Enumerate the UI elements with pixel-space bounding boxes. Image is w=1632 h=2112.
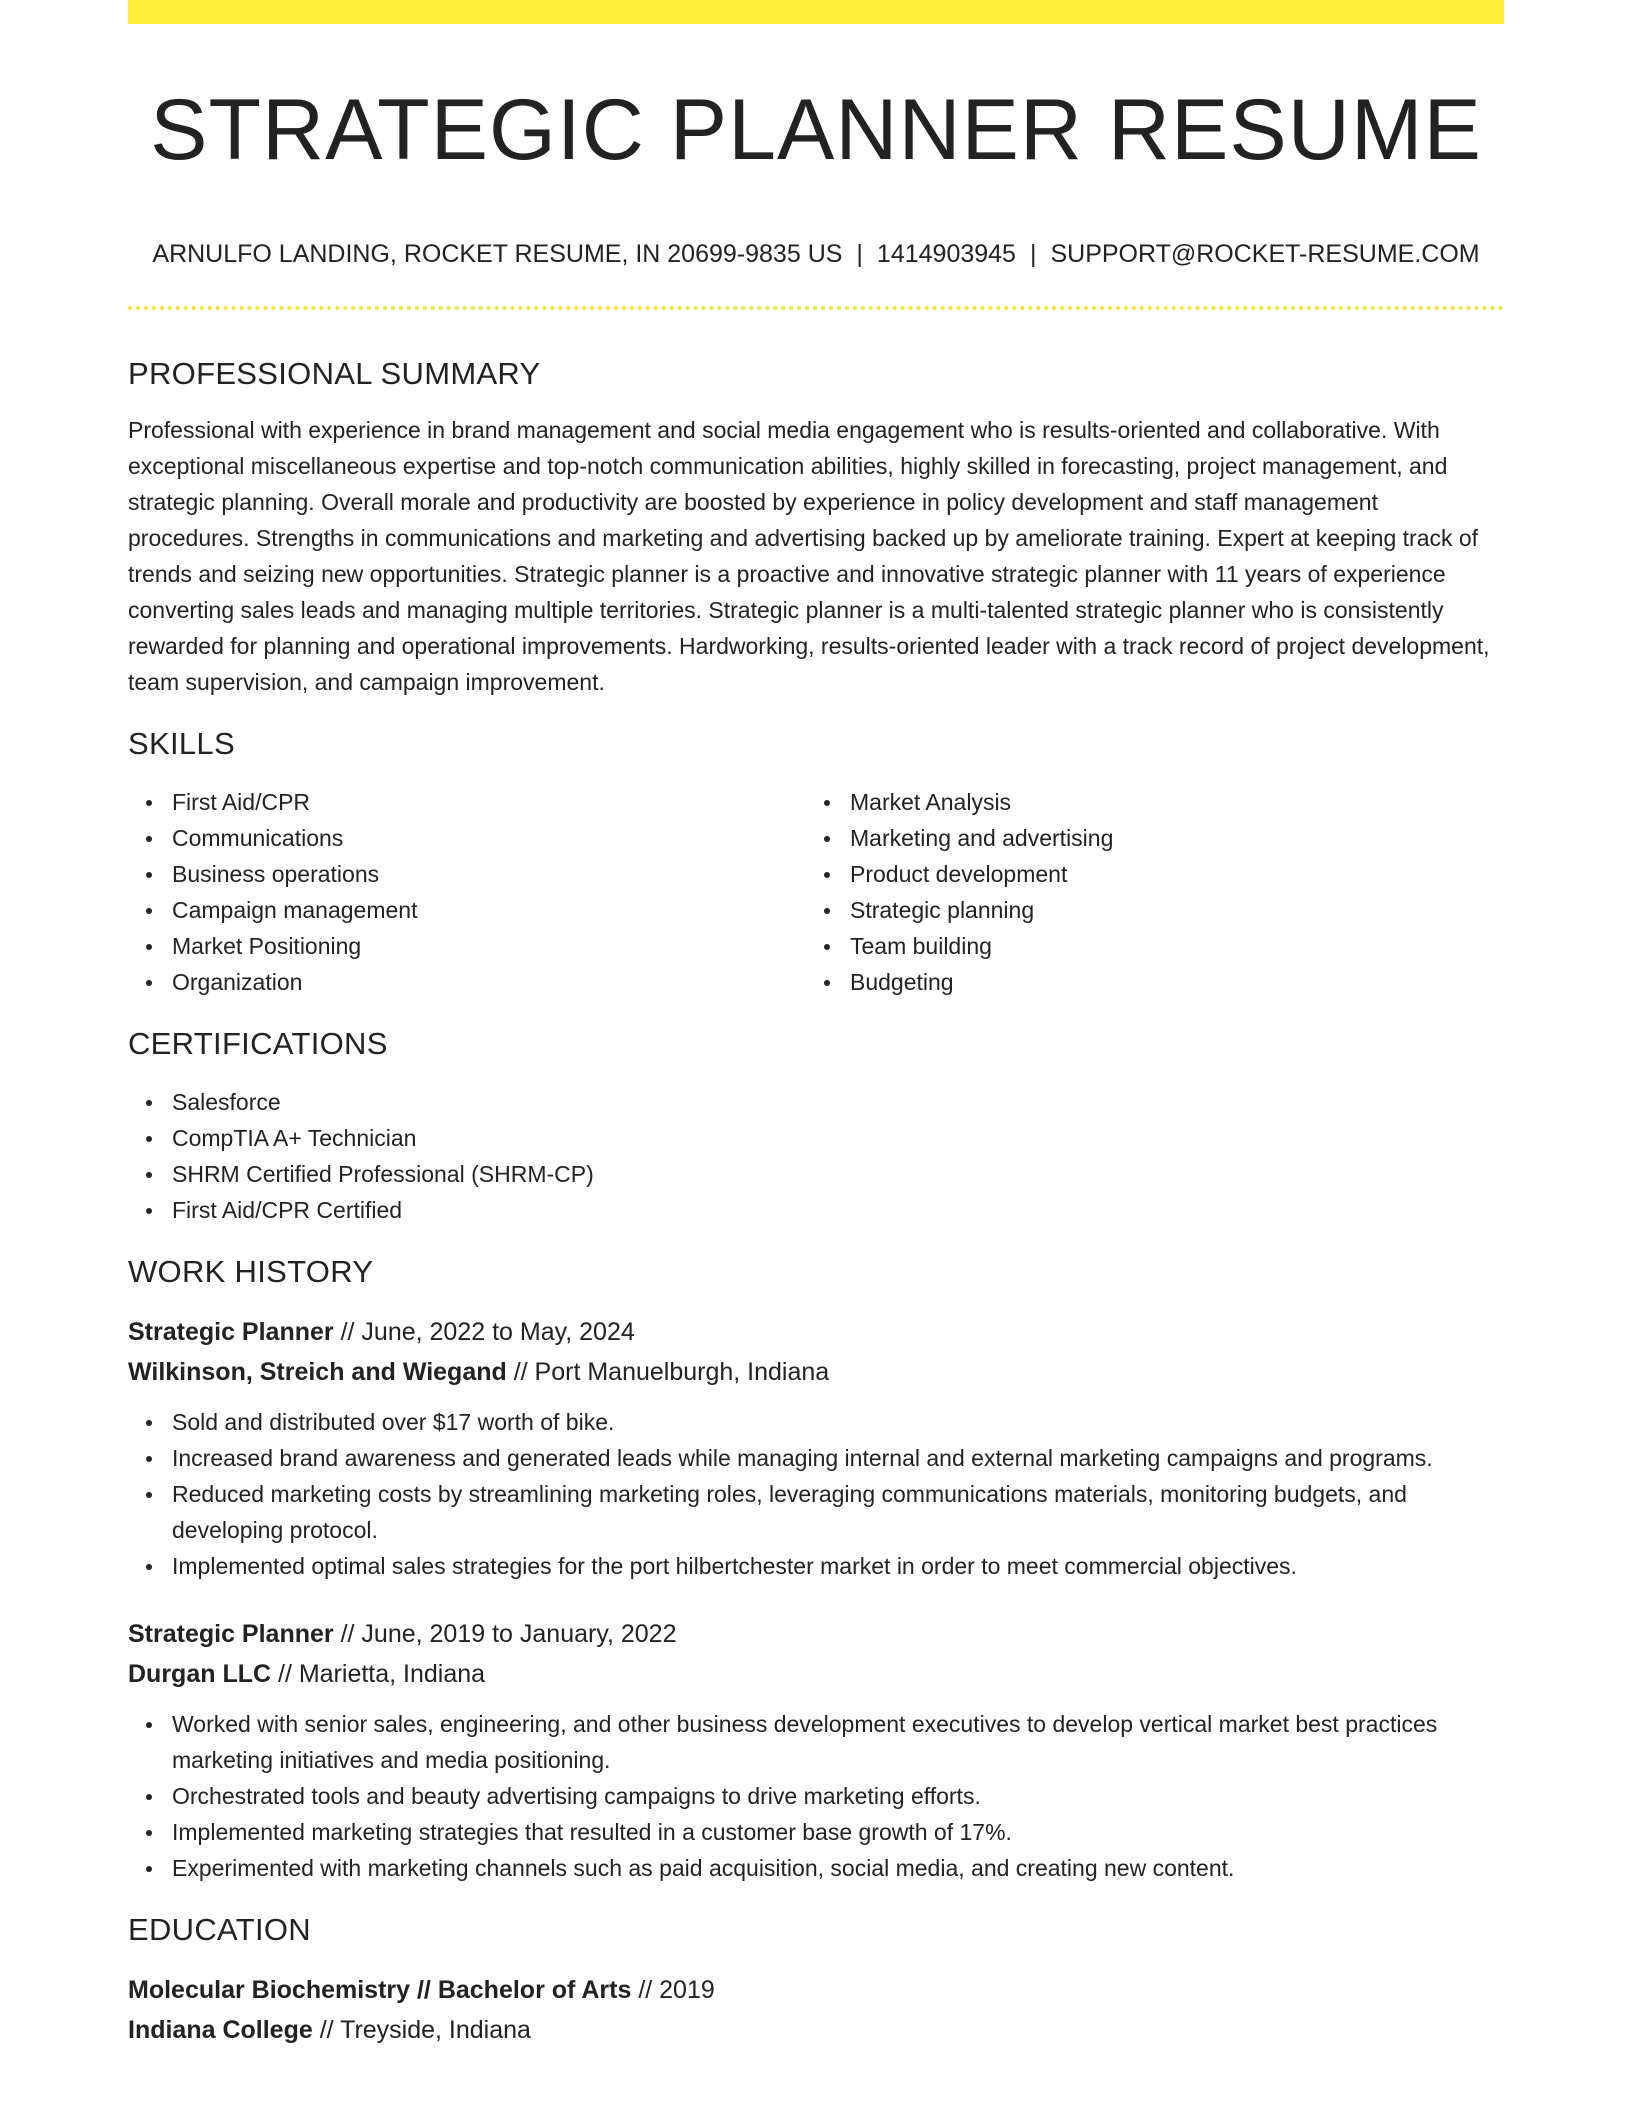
skill-item: Market Analysis: [806, 784, 1484, 820]
contact-email: SUPPORT@ROCKET-RESUME.COM: [1050, 240, 1480, 268]
skills-right-column: [806, 784, 1484, 1000]
skill-item: Campaign management: [128, 892, 806, 928]
education-school-line: [128, 2010, 1504, 2050]
contact-address: ARNULFO LANDING, ROCKET RESUME, IN 20699-9835 US: [152, 240, 843, 268]
job-company-line: [128, 1654, 1504, 1694]
education-year: // 2019: [631, 1976, 715, 2004]
education-degree: Molecular Biochemistry // Bachelor of Arts: [128, 1976, 632, 2004]
job-dates: // June, 2022 to May, 2024: [333, 1318, 635, 1346]
skill-item: Communications: [128, 820, 806, 856]
job-dates: // June, 2019 to January, 2022: [333, 1620, 677, 1648]
skills-left-column: [128, 784, 806, 1000]
certification-item: First Aid/CPR Certified: [128, 1192, 1504, 1228]
job-bullet: Sold and distributed over $17 worth of bike.: [128, 1404, 1504, 1440]
job-title-line: [128, 1614, 1504, 1654]
skill-item: Market Positioning: [128, 928, 806, 964]
skills-heading: SKILLS: [128, 726, 235, 761]
contact-line: [128, 236, 1504, 272]
skill-item: First Aid/CPR: [128, 784, 806, 820]
education-entry: [128, 1970, 1504, 2050]
skill-item: Team building: [806, 928, 1484, 964]
job-title: Strategic Planner: [128, 1318, 334, 1346]
job-bullet: Orchestrated tools and beauty advertising campaigns to drive marketing efforts.: [128, 1778, 1504, 1814]
job-bullets: [128, 1404, 1504, 1584]
certifications-list: [128, 1084, 1504, 1228]
certification-item: CompTIA A+ Technician: [128, 1120, 1504, 1156]
job-company: Durgan LLC: [128, 1660, 272, 1688]
contact-separator: |: [856, 240, 863, 268]
skill-item: Product development: [806, 856, 1484, 892]
skill-item: Business operations: [128, 856, 806, 892]
certification-item: SHRM Certified Professional (SHRM-CP): [128, 1156, 1504, 1192]
skill-item: Organization: [128, 964, 806, 1000]
skills-right-list: [806, 784, 1484, 1000]
education-location: // Treyside, Indiana: [312, 2016, 531, 2044]
job-bullet: Worked with senior sales, engineering, and other business development executives to develop vertical market best practices marketing initiatives and media positioning.: [128, 1706, 1504, 1778]
job-company: Wilkinson, Streich and Wiegand: [128, 1358, 507, 1386]
work-history-heading: WORK HISTORY: [128, 1254, 374, 1289]
job-bullet: Experimented with marketing channels such as paid acquisition, social media, and creating new content.: [128, 1850, 1504, 1886]
job-title-line: [128, 1312, 1504, 1352]
skills-grid: [128, 784, 1504, 1000]
job-entry: [128, 1614, 1504, 1886]
skill-item: Marketing and advertising: [806, 820, 1484, 856]
education-degree-line: [128, 1970, 1504, 2010]
contact-separator: |: [1029, 240, 1037, 268]
job-bullets: [128, 1706, 1504, 1886]
page-title: STRATEGIC PLANNER RESUME: [150, 82, 1482, 178]
summary-text: Professional with experience in brand management and social media engagement who is results-oriented and collaborative. With exceptional miscellaneous expertise and top-notch communication abilities, highly skilled in forecasting, project management, and strategic planning. Overall morale and productivity are boosted by experience in policy development and staff management procedures. Strengths in communications and marketing and advertising backed up by ameliorate training. Expert at keeping track of trends and seizing new opportunities. Strategic planner is a proactive and innovative strategic planner with 11 years of experience converting sales leads and managing multiple territories. Strategic planner is a multi-talented strategic planner who is consistently rewarded for planning and operational improvements. Hardworking, results-oriented leader with a track record of project development, team supervision, and campaign improvement.: [128, 417, 1490, 695]
job-entry: [128, 1312, 1504, 1584]
skill-item: Strategic planning: [806, 892, 1484, 928]
job-bullet: Implemented marketing strategies that resulted in a customer base growth of 17%.: [128, 1814, 1504, 1850]
job-bullet: Increased brand awareness and generated leads while managing internal and external marketing campaigns and programs.: [128, 1440, 1504, 1476]
job-company-line: [128, 1352, 1504, 1392]
resume-content: [128, 0, 1504, 2050]
skills-left-list: [128, 784, 806, 1000]
job-title: Strategic Planner: [128, 1620, 334, 1648]
certification-item: Salesforce: [128, 1084, 1504, 1120]
dotted-divider: [128, 306, 1504, 310]
job-location: // Port Manuelburgh, Indiana: [506, 1358, 830, 1386]
job-bullet: Reduced marketing costs by streamlining marketing roles, leveraging communications materials, monitoring budgets, and developing protocol.: [128, 1476, 1504, 1548]
certifications-heading: CERTIFICATIONS: [128, 1026, 388, 1061]
summary-heading: PROFESSIONAL SUMMARY: [128, 356, 541, 391]
job-bullet: Implemented optimal sales strategies for the port hilbertchester market in order to meet commercial objectives.: [128, 1548, 1504, 1584]
job-location: // Marietta, Indiana: [271, 1660, 486, 1688]
skill-item: Budgeting: [806, 964, 1484, 1000]
contact-phone: 1414903945: [876, 240, 1016, 268]
education-school: Indiana College: [128, 2016, 313, 2044]
education-heading: EDUCATION: [128, 1912, 311, 1947]
